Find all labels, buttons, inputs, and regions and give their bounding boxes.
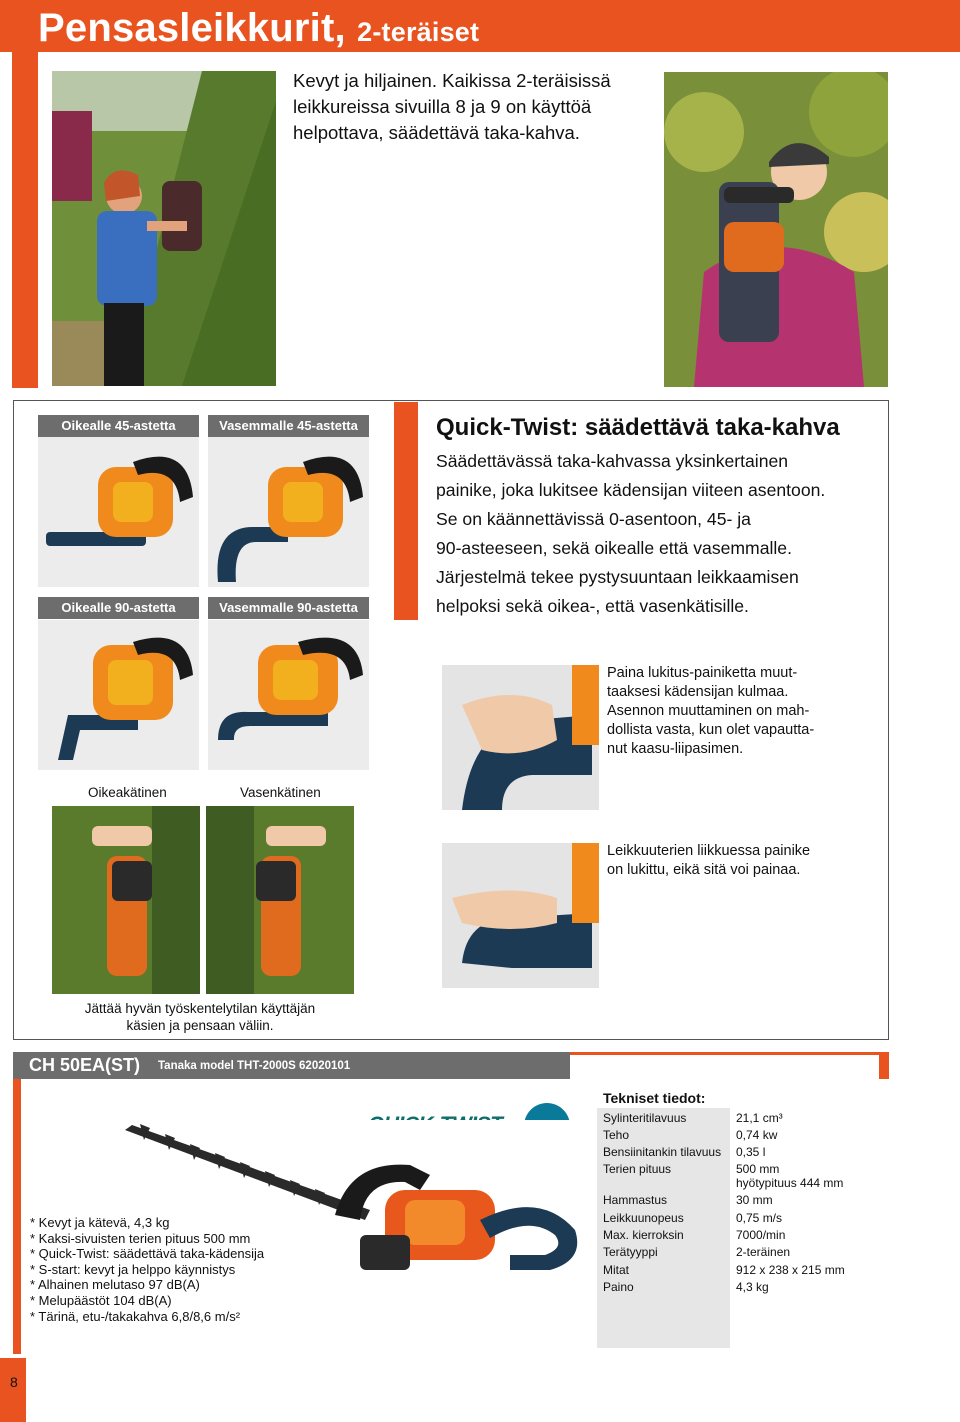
model-subtitle: Tanaka model THT-2000S 62020101 (158, 1060, 351, 1072)
quick-twist-accent (394, 402, 418, 620)
model-bar (13, 1052, 570, 1079)
caption-line: dollista vasta, kun olet vapautta- (607, 722, 815, 738)
spec-label: Terätyyppi (603, 1245, 658, 1259)
spec-value: hyötypituus 444 mm (736, 1176, 844, 1190)
caption-workspace (40, 1000, 360, 1034)
title-sub: 2-teräiset (357, 17, 480, 47)
photo-left-handed-use (206, 806, 354, 994)
caption-line: nut kaasu-liipasimen. (607, 741, 744, 757)
intro-text: Kevyt ja hiljainen. Kaikissa 2-teräisissä leikkureissa sivuilla 8 ja 9 on käyttöä helpottava, säädettävä taka-kahva. (293, 70, 611, 143)
spec-value: 0,35 l (736, 1145, 766, 1159)
qt-line: Se on käännettävissä 0-asentoon, 45- ja (436, 509, 751, 529)
caption-line: Asennon muuttaminen on mah- (607, 703, 810, 719)
label-left-handed: Vasenkätinen (240, 785, 321, 800)
page-number: 8 (10, 1374, 18, 1390)
spec-label: Terien pituus (603, 1162, 672, 1176)
feature-item: * Melupäästöt 104 dB(A) (30, 1292, 172, 1308)
photo-trimmer-left-90 (208, 620, 369, 770)
qt-line: helpoksi sekä oikea-, että vasenkätisille. (436, 596, 749, 616)
photo-woman-holding-trimmer (664, 72, 888, 387)
feature-item: * Alhainen melutaso 97 dB(A) (30, 1277, 200, 1293)
spec-value: 2-teräinen (736, 1245, 791, 1259)
label-right-handed: Oikeakätinen (88, 785, 167, 800)
spec-label: Teho (603, 1128, 630, 1142)
photo-hand-pressing-lock-button (442, 665, 599, 810)
spec-title: Tekniset tiedot: (603, 1090, 706, 1106)
quick-twist-description (436, 447, 876, 621)
spec-label: Bensiinitankin tilavuus (603, 1145, 722, 1159)
photo-trimmer-left-45 (208, 437, 369, 587)
page-title (38, 6, 479, 51)
spec-value: 0,75 m/s (736, 1211, 783, 1225)
spec-label: Hammastus (603, 1193, 668, 1207)
spec-value: 4,3 kg (736, 1280, 769, 1294)
model-name: CH 50EA(ST) (29, 1055, 141, 1075)
caption-lock-button (607, 664, 857, 759)
caption-line: taaksesi kädensijan kulmaa. (607, 684, 789, 700)
spec-value: 21,1 cm³ (736, 1111, 783, 1125)
qt-line: Järjestelmä tekee pystysuuntaan leikkaamisen (436, 567, 799, 587)
spec-label: Paino (603, 1280, 634, 1294)
feature-list (30, 1215, 264, 1324)
label-left-90: Vasemmalle 90-astetta (208, 597, 369, 619)
spec-value: 0,74 kw (736, 1128, 778, 1142)
label-right-45: Oikealle 45-astetta (38, 415, 199, 437)
photo-hand-on-locked-handle (442, 843, 599, 988)
qt-line: 90-asteeseen, sekä oikealle että vasemmalle. (436, 538, 792, 558)
spec-label: Max. kierroksin (603, 1228, 684, 1242)
caption-line: Leikkuuterien liikkuessa painike (607, 843, 811, 859)
feature-item: * Quick-Twist: säädettävä taka-kädensija (30, 1246, 265, 1262)
photo-right-handed-use (52, 806, 200, 994)
caption-locked-button (607, 842, 857, 880)
spec-label: Sylinteritilavuus (603, 1111, 687, 1125)
spec-label: Leikkuunopeus (603, 1211, 684, 1225)
spec-value: 30 mm (736, 1193, 773, 1207)
label-left-45: Vasemmalle 45-astetta (208, 415, 369, 437)
caption-line: Jättää hyvän työskentelytilan käyttäjän (84, 1001, 316, 1016)
spec-value: 500 mm (736, 1162, 780, 1176)
feature-item: * S-start: kevyt ja helppo käynnistys (30, 1261, 236, 1277)
qt-line: Säädettävässä taka-kahvassa yksinkertainen (436, 451, 789, 471)
label-right-90: Oikealle 90-astetta (38, 597, 199, 619)
model-accent-left (13, 1079, 21, 1354)
caption-line: käsien ja pensaan väliin. (126, 1018, 274, 1033)
quick-twist-heading: Quick-Twist: säädettävä taka-kahva (436, 414, 840, 441)
photo-trimmer-right-45 (38, 437, 199, 587)
feature-item: * Tärinä, etu-/takakahva 6,8/8,6 m/s² (30, 1308, 241, 1324)
left-accent-strip (12, 52, 38, 388)
model-accent-right (879, 1052, 889, 1079)
title-main: Pensasleikkurit, (38, 6, 346, 50)
qt-line: painike, joka lukitsee kädensijan viiteen asentoon. (436, 480, 826, 500)
title-bar (0, 0, 960, 52)
spec-value: 912 x 238 x 215 mm (736, 1263, 845, 1277)
spec-value: 7000/min (736, 1228, 786, 1242)
photo-trimmer-right-90 (38, 620, 199, 770)
feature-item: * Kevyt ja kätevä, 4,3 kg (30, 1215, 170, 1230)
spec-label: Mitat (603, 1263, 630, 1277)
caption-line: Paina lukitus-painiketta muut- (607, 665, 798, 681)
feature-item: * Kaksi-sivuisten terien pituus 500 mm (30, 1230, 251, 1246)
caption-line: on lukittu, eikä sitä voi painaa. (607, 862, 801, 878)
photo-woman-trimming-hedge (52, 71, 276, 386)
page-number-tab (0, 1358, 26, 1422)
